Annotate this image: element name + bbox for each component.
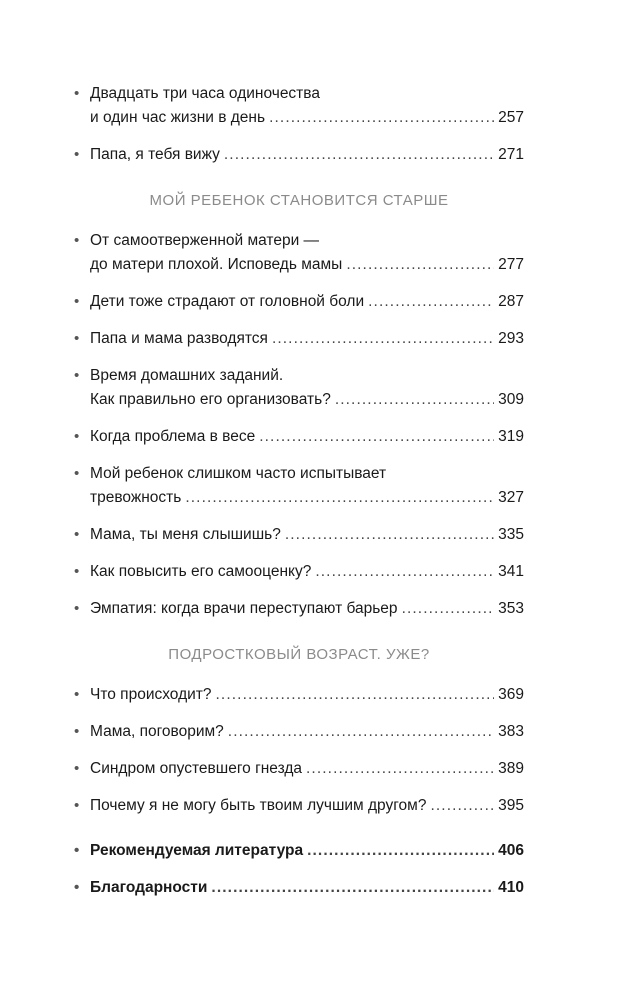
- toc-entry[interactable]: [74, 82, 524, 130]
- toc-entry-title: до матери плохой. Исповедь мамы: [90, 256, 343, 273]
- dot-leader: [216, 683, 495, 707]
- dot-leader: [228, 720, 494, 744]
- toc-entry-title: Благодарности: [90, 879, 208, 896]
- toc-page-number: 341: [498, 563, 524, 580]
- toc-page-number: 293: [498, 330, 524, 347]
- dot-leader: [306, 757, 494, 781]
- toc-entry-title: Как правильно его организовать?: [90, 391, 331, 408]
- toc-entry-title: Рекомендуемая литература: [90, 842, 304, 859]
- section-heading: ПОДРОСТКОВЫЙ ВОЗРАСТ. УЖЕ?: [168, 646, 430, 663]
- toc-entry-title: Папа и мама разводятся: [90, 330, 268, 347]
- bullet-dot-icon: •: [74, 760, 80, 777]
- toc-entry-title: Когда проблема в весе: [90, 428, 256, 445]
- toc-entry[interactable]: [74, 597, 524, 621]
- toc-entry[interactable]: [74, 143, 524, 167]
- toc-page-number: 410: [498, 879, 524, 896]
- toc-entry-title: тревожность: [90, 489, 182, 506]
- dot-leader: [285, 523, 494, 547]
- toc-entry-title: Синдром опустевшего гнезда: [90, 760, 302, 777]
- toc-entry[interactable]: [74, 683, 524, 707]
- dot-leader: [185, 486, 494, 510]
- toc-page-number: 395: [498, 797, 524, 814]
- toc-page-number: 383: [498, 723, 524, 740]
- bullet-dot-icon: •: [74, 232, 80, 249]
- toc-page-number: 353: [498, 600, 524, 617]
- toc-entry[interactable]: [74, 290, 524, 314]
- toc-entry[interactable]: [74, 839, 524, 863]
- toc-entry-title-line: Мой ребенок слишком часто испытывает: [90, 465, 387, 482]
- toc-page-number: 309: [498, 391, 524, 408]
- table-of-contents: [74, 82, 524, 913]
- bullet-dot-icon: •: [74, 465, 80, 482]
- dot-leader: [402, 597, 495, 621]
- toc-entry[interactable]: [74, 364, 524, 412]
- toc-entry-title: и один час жизни в день: [90, 109, 266, 126]
- toc-page-number: 389: [498, 760, 524, 777]
- toc-entry[interactable]: [74, 876, 524, 900]
- toc-entry[interactable]: [74, 425, 524, 449]
- toc-entry[interactable]: [74, 327, 524, 351]
- toc-entry-title: Папа, я тебя вижу: [90, 146, 220, 163]
- dot-leader: [335, 388, 494, 412]
- dot-leader: [259, 425, 494, 449]
- toc-entry-title: Дети тоже страдают от головной боли: [90, 293, 365, 310]
- toc-page-number: 287: [498, 293, 524, 310]
- toc-entry-title-line: Время домашних заданий.: [90, 367, 284, 384]
- toc-page-number: 277: [498, 256, 524, 273]
- toc-entry[interactable]: [74, 794, 524, 818]
- toc-entry-title: Эмпатия: когда врачи переступают барьер: [90, 600, 398, 617]
- dot-leader: [307, 839, 494, 863]
- toc-page-number: 406: [498, 842, 524, 859]
- bullet-dot-icon: •: [74, 526, 80, 543]
- dot-leader: [269, 106, 494, 130]
- toc-page-number: 319: [498, 428, 524, 445]
- toc-entry[interactable]: [74, 523, 524, 547]
- toc-page-number: 327: [498, 489, 524, 506]
- toc-entry-title: Что происходит?: [90, 686, 212, 703]
- section-heading: МОЙ РЕБЕНОК СТАНОВИТСЯ СТАРШЕ: [149, 192, 449, 209]
- bullet-dot-icon: •: [74, 428, 80, 445]
- toc-page-number: 271: [498, 146, 524, 163]
- toc-page-number: 335: [498, 526, 524, 543]
- bullet-dot-icon: •: [74, 293, 80, 310]
- toc-entry[interactable]: [74, 720, 524, 744]
- toc-entry-title: Мама, поговорим?: [90, 723, 224, 740]
- toc-entry[interactable]: [74, 560, 524, 584]
- bullet-dot-icon: •: [74, 146, 80, 163]
- bullet-dot-icon: •: [74, 842, 80, 859]
- dot-leader: [315, 560, 494, 584]
- bullet-dot-icon: •: [74, 600, 80, 617]
- bullet-dot-icon: •: [74, 85, 80, 102]
- bullet-dot-icon: •: [74, 330, 80, 347]
- dot-leader: [272, 327, 494, 351]
- toc-entry[interactable]: [74, 462, 524, 510]
- toc-entry[interactable]: [74, 229, 524, 277]
- toc-entry-title: Почему я не могу быть твоим лучшим другом?: [90, 797, 427, 814]
- bullet-dot-icon: •: [74, 686, 80, 703]
- bullet-dot-icon: •: [74, 879, 80, 896]
- toc-page-number: 257: [498, 109, 524, 126]
- toc-entry-title: Как повысить его самооценку?: [90, 563, 312, 580]
- bullet-dot-icon: •: [74, 723, 80, 740]
- dot-leader: [224, 143, 494, 167]
- dot-leader: [430, 794, 494, 818]
- section-gap: [74, 831, 524, 839]
- dot-leader: [211, 876, 494, 900]
- toc-page-number: 369: [498, 686, 524, 703]
- dot-leader: [346, 253, 494, 277]
- toc-entry-title: Мама, ты меня слышишь?: [90, 526, 281, 543]
- bullet-dot-icon: •: [74, 367, 80, 384]
- toc-entry-title-line: От самоотверженной матери —: [90, 232, 320, 249]
- toc-entry[interactable]: [74, 757, 524, 781]
- bullet-dot-icon: •: [74, 797, 80, 814]
- dot-leader: [368, 290, 494, 314]
- bullet-dot-icon: •: [74, 563, 80, 580]
- toc-entry-title-line: Двадцать три часа одиночества: [90, 85, 320, 102]
